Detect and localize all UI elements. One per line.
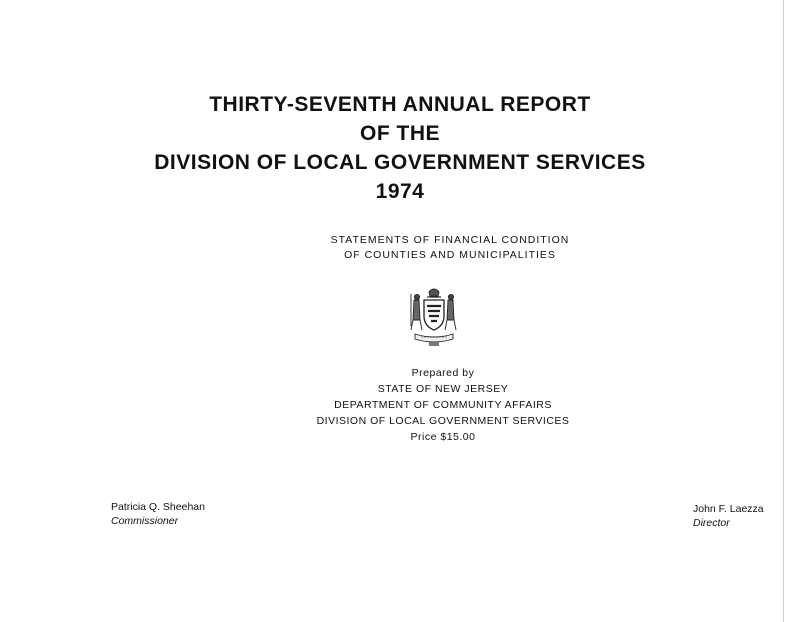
commissioner-signature — [111, 500, 205, 528]
report-year: 1974 — [375, 180, 425, 203]
department-name: DEPARTMENT OF COMMUNITY AFFAIRS — [334, 399, 552, 411]
director-title: Director — [693, 517, 730, 529]
state-name: STATE OF NEW JERSEY — [377, 383, 509, 395]
report-title — [0, 90, 800, 206]
director-name: John F. Laezza — [693, 503, 764, 515]
title-line-3: DIVISION OF LOCAL GOVERNMENT SERVICES — [154, 151, 646, 174]
title-line-2: OF THE — [360, 122, 440, 145]
subtitle-line-1: STATEMENTS OF FINANCIAL CONDITION — [330, 234, 570, 246]
commissioner-name: Patricia Q. Sheehan — [111, 501, 205, 513]
commissioner-title: Commissioner — [111, 515, 179, 527]
division-name: DIVISION OF LOCAL GOVERNMENT SERVICES — [316, 415, 570, 427]
director-signature — [693, 502, 764, 530]
title-line-1: THIRTY-SEVENTH ANNUAL REPORT — [209, 93, 591, 116]
state-seal-icon — [407, 286, 461, 348]
subtitle-line-2: OF COUNTIES AND MUNICIPALITIES — [344, 249, 556, 261]
prepared-label: Prepared by — [411, 367, 475, 379]
prepared-by-block — [0, 365, 800, 445]
report-subtitle — [0, 233, 800, 263]
price-text: Price $15.00 — [410, 431, 476, 443]
